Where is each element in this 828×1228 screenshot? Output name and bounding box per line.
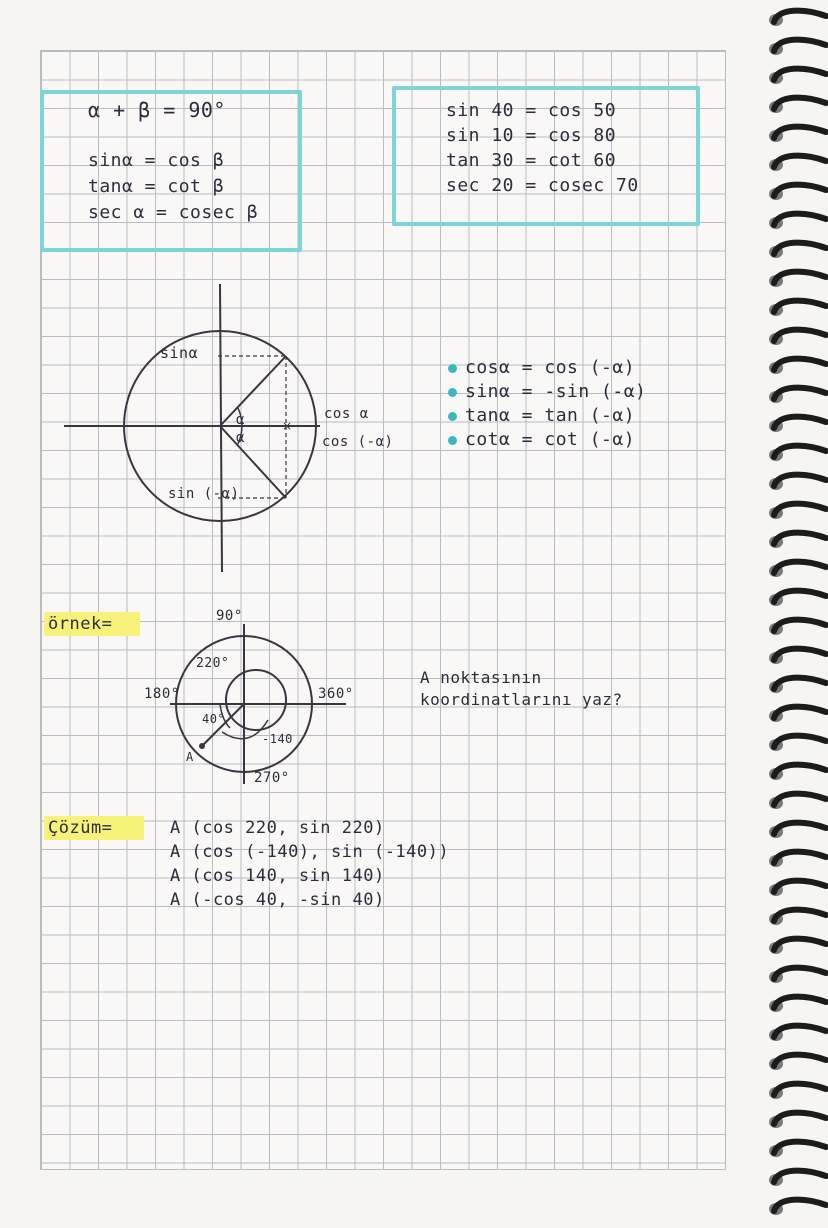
identity-item-cos: cosα = cos (-α): [448, 356, 646, 380]
deg-90-label: 90°: [216, 608, 243, 624]
example-circle-diagram: [150, 620, 370, 790]
example-line-2: sin 10 = cos 80: [446, 125, 617, 146]
question-line-2: koordinatlarını yaz?: [420, 690, 623, 709]
identity-item-tan: tanα = tan (-α): [448, 404, 646, 428]
alpha-beta-sum: α + β = 90°: [88, 98, 226, 122]
deg-270-label: 270°: [254, 770, 290, 786]
sin-alpha-label: sinα: [160, 344, 199, 362]
example-line-3: tan 30 = cot 60: [446, 150, 617, 171]
solution-line-3: A (cos 140, sin 140): [170, 866, 385, 886]
deg-40-label: 40°: [202, 712, 226, 726]
deg-360-label: 360°: [318, 686, 354, 702]
sin-neg-alpha-label: sin (-α): [168, 486, 240, 502]
identity-item-sin: sinα = -sin (-α): [448, 380, 646, 404]
alpha-angle-bottom: α: [236, 430, 245, 446]
inner-circle: [226, 670, 286, 730]
identity-tan-cot: tanα = cot β: [88, 176, 225, 197]
identity-sec-cosec: sec α = cosec β: [88, 202, 259, 223]
solution-line-4: A (-cos 40, -sin 40): [170, 890, 385, 910]
ornek-label: örnek=: [48, 614, 113, 634]
point-a-dot: [199, 743, 205, 749]
bullet-icon: [448, 364, 457, 373]
identity-sin-cos: sinα = cos β: [88, 150, 225, 171]
cozum-label: Çözüm=: [48, 818, 113, 838]
cos-mark: ×: [282, 419, 293, 433]
bullet-icon: [448, 388, 457, 397]
bullet-icon: [448, 436, 457, 445]
cos-alpha-label: cos α: [324, 406, 369, 422]
spiral-binding: [760, 0, 828, 1228]
cos-neg-alpha-label: cos (-α): [322, 434, 394, 450]
question-line-1: A noktasının: [420, 668, 542, 687]
deg-neg140-label: -140: [262, 732, 293, 746]
radius-positive: [220, 356, 286, 426]
deg-180-label: 180°: [144, 686, 180, 702]
point-a-label: A: [186, 750, 194, 764]
solution-line-1: A (cos 220, sin 220): [170, 818, 385, 838]
example-line-1: sin 40 = cos 50: [446, 100, 617, 121]
deg-220-label: 220°: [196, 656, 230, 671]
even-odd-identities: [448, 356, 646, 452]
bullet-icon: [448, 412, 457, 421]
example-line-4: sec 20 = cosec 70: [446, 175, 639, 196]
identity-item-cot: cotα = cot (-α): [448, 428, 646, 452]
alpha-angle-top: α: [236, 412, 245, 428]
spiral-coils: [769, 11, 826, 1215]
solution-line-2: A (cos (-140), sin (-140)): [170, 842, 450, 862]
